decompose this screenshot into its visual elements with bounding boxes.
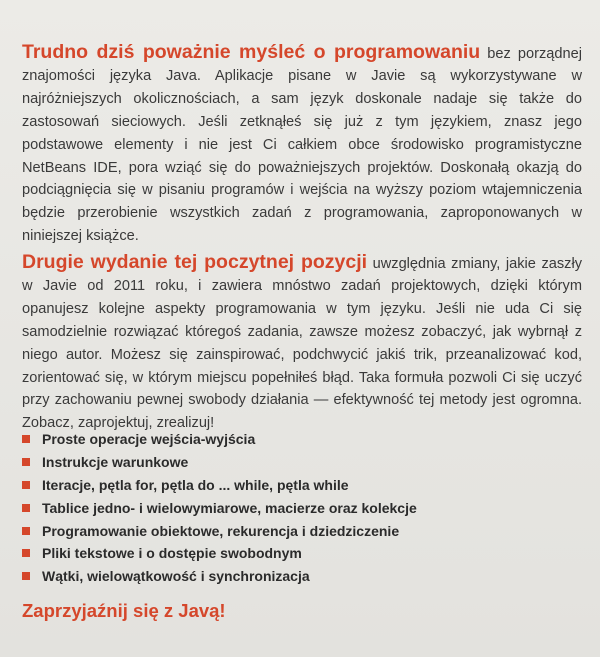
bullet-square-icon	[22, 504, 30, 512]
bullet-square-icon	[22, 572, 30, 580]
list-item: Wątki, wielowątkowość i synchronizacja	[22, 565, 562, 588]
list-item: Programowanie obiektowe, rekurencja i dziedziczenie	[22, 519, 562, 542]
intro-paragraph	[22, 41, 582, 248]
feature-list	[22, 428, 562, 588]
edition-lead: Drugie wydanie tej poczytnej pozycji	[22, 250, 368, 273]
edition-paragraph	[22, 251, 582, 435]
bullet-square-icon	[22, 481, 30, 489]
list-item: Pliki tekstowe i o dostępie swobodnym	[22, 542, 562, 565]
closing-slogan: Zaprzyjaźnij się z Javą!	[22, 600, 226, 621]
list-item: Instrukcje warunkowe	[22, 451, 562, 474]
bullet-square-icon	[22, 549, 30, 557]
list-item: Proste operacje wejścia-wyjścia	[22, 428, 562, 451]
intro-text: bez porządnej znajomości języka Java. Aplikacje pisane w Javie są wykorzystywane w najróżniejszych okolicznościach, a sam język doskonale nadaje się także do zastosowań sieciowych. Jeśli zetknąłeś się już z tym językiem, znasz jego podstawowe elementy i nie jest Ci całkiem obce środowisko programistyczne NetBeans IDE, pora wziąć się do poważniejszych projektów. Doskonałą okazją do podciągnięcia się w pisaniu programów i wejścia na wyższy poziom wtajemniczenia będzie przerobienie wszystkich zadań z programowania, zaproponowanych w niniejszej książce.	[22, 45, 582, 244]
bullet-square-icon	[22, 527, 30, 535]
bullet-square-icon	[22, 435, 30, 443]
edition-text: uwzględnia zmiany, jakie zaszły w Javie od 2011 roku, i zawiera mnóstwo zadań projektowych, dzięki którym opanujesz kolejne aspekty programowania w tym języku. Jeśli nie uda Ci się samodzielnie rozwiązać któregoś zadania, zawsze możesz zobaczyć, jak wybrnął z niego autor. Możesz się zainspirować, podchwycić jakiś trik, przeanalizować kod, zorientować się, w którym miejscu popełniłeś błąd. Taka formuła pozwoli Ci się uczyć przy zachowaniu pewnej swobody działania — efektywność tej metody jest ogromna. Zobacz, zaprojektuj, zrealizuj!	[22, 255, 582, 432]
bullet-square-icon	[22, 458, 30, 466]
list-item: Tablice jedno- i wielowymiarowe, macierze oraz kolekcje	[22, 496, 562, 519]
intro-lead: Trudno dziś poważnie myśleć o programowaniu	[22, 40, 481, 63]
list-item: Iteracje, pętla for, pętla do ... while, pętla while	[22, 474, 562, 497]
